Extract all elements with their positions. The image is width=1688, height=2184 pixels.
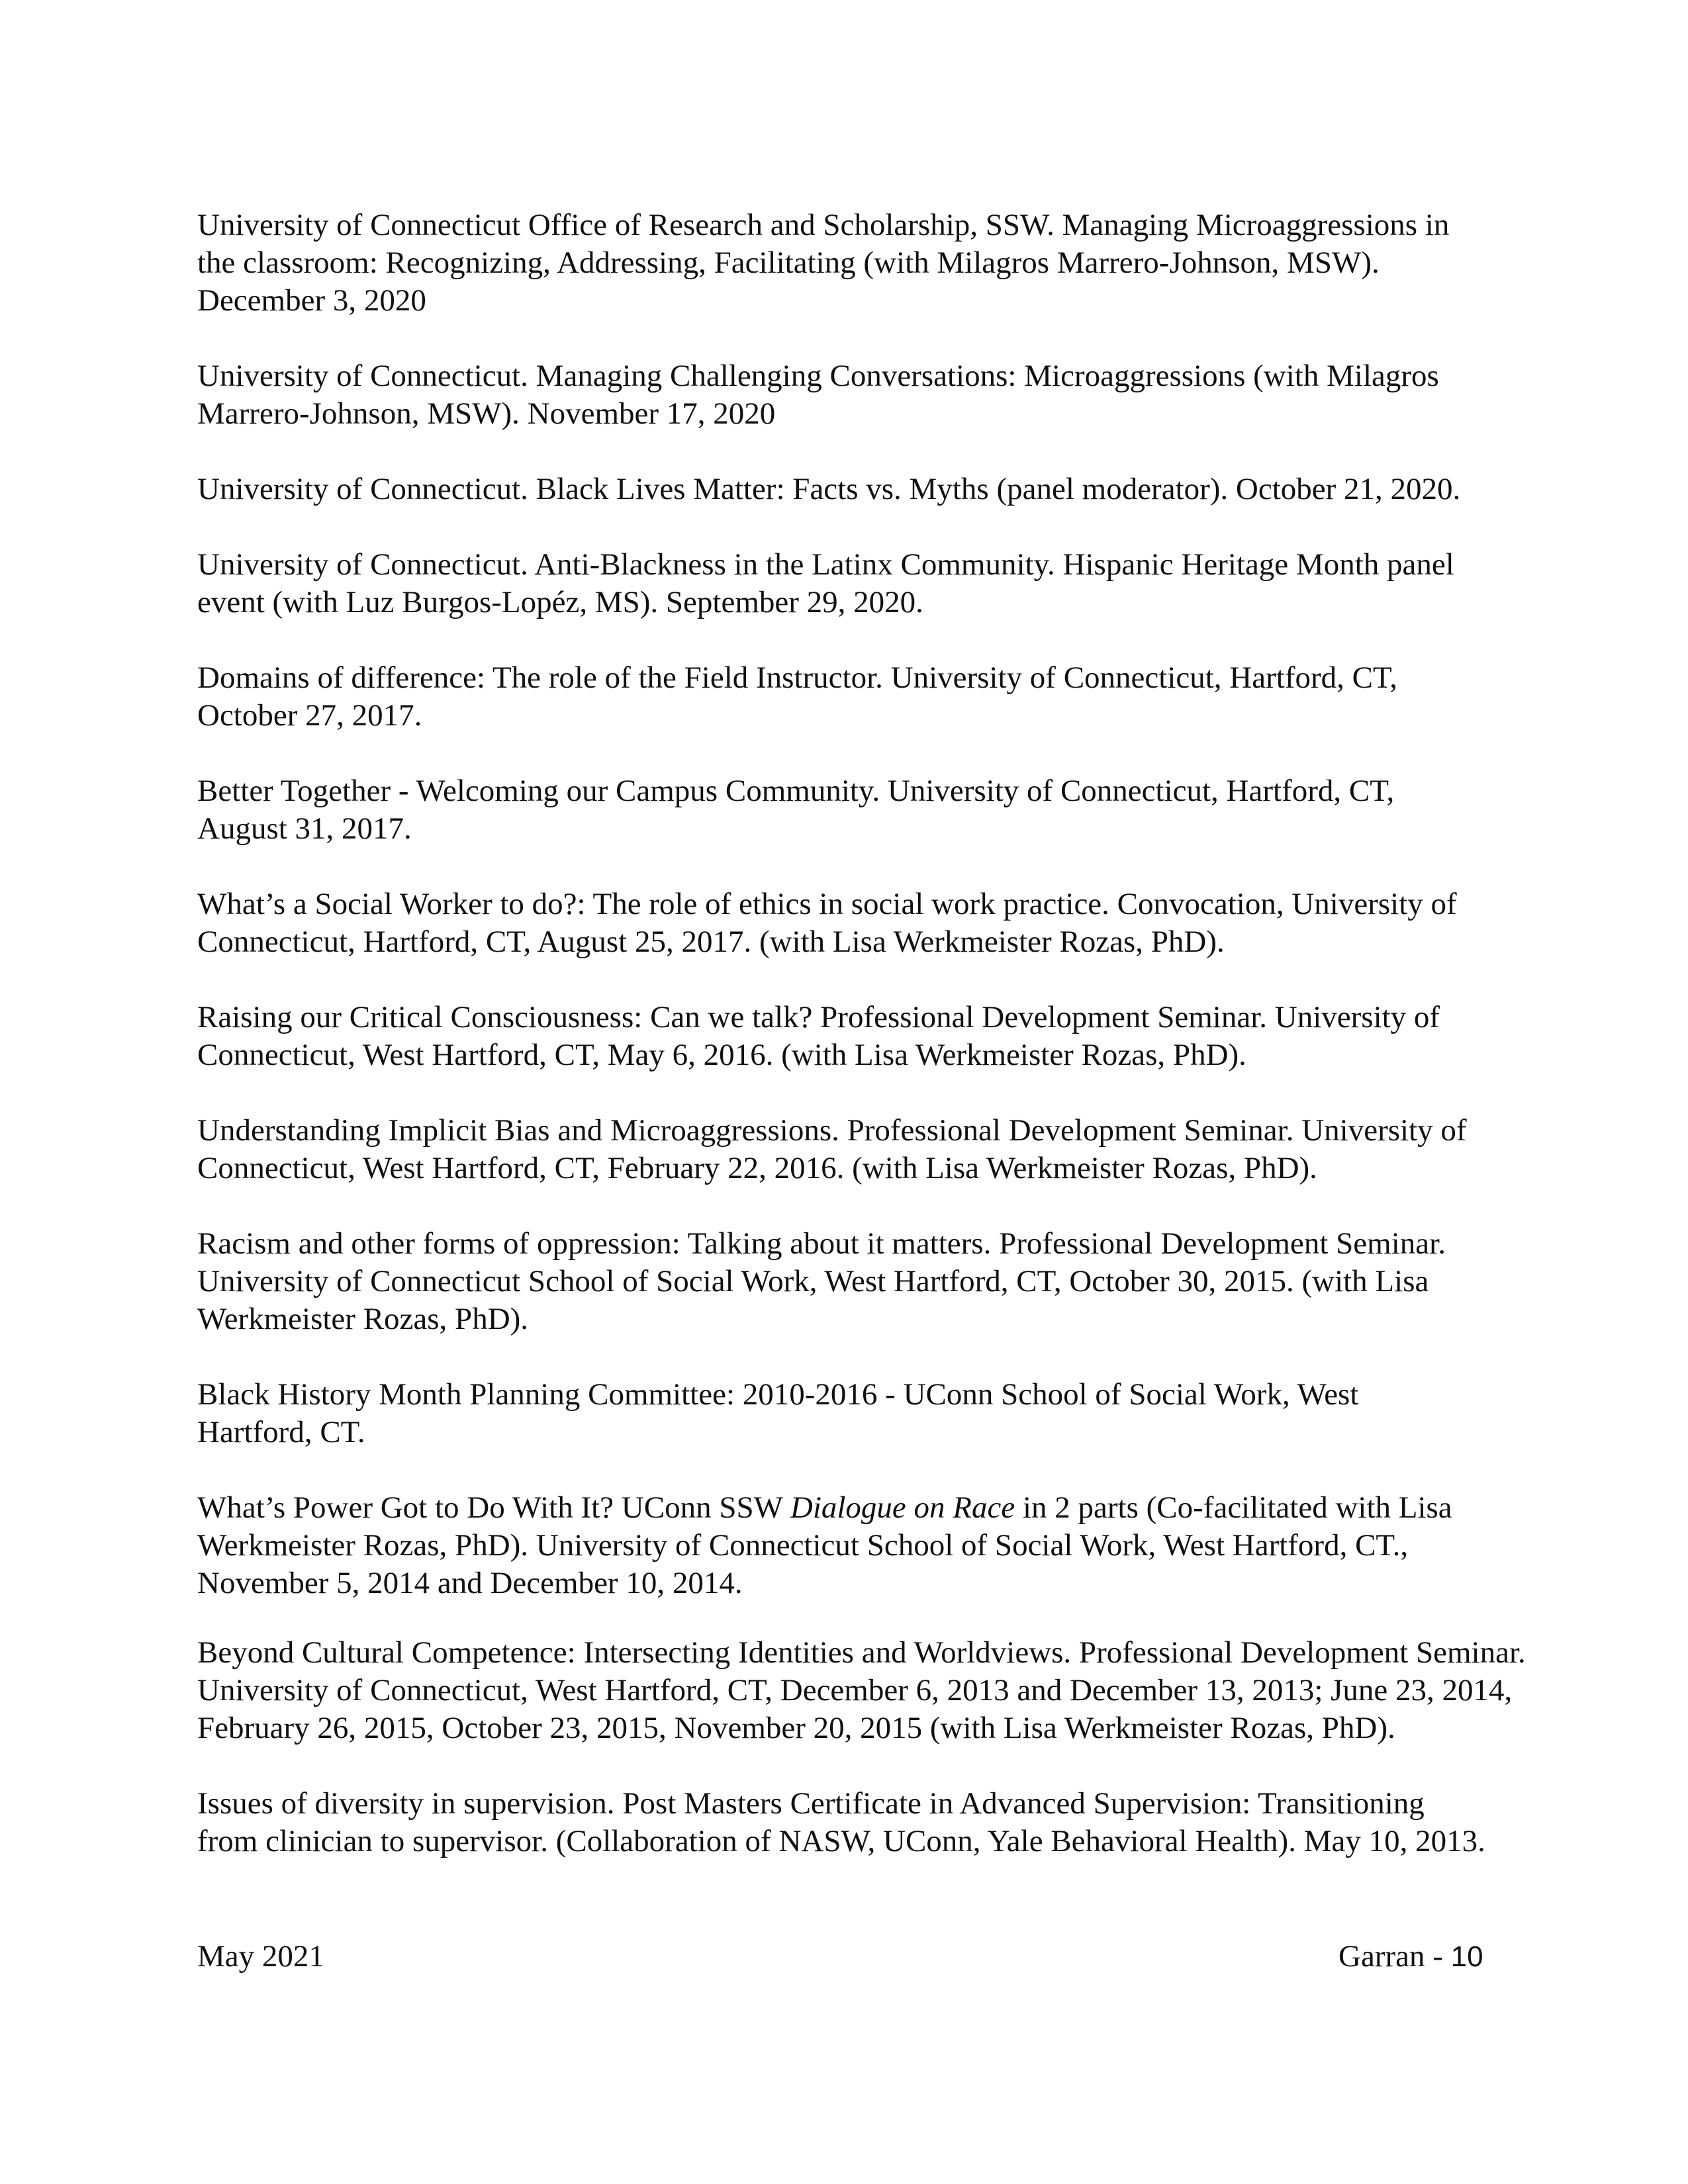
entry-line: Werkmeister Rozas, PhD). University of Connecticut School of Social Work, West Hartford, CT., (197, 1528, 1409, 1563)
entry-line: University of Connecticut. Black Lives Matter: Facts vs. Myths (panel moderator). October 21, 2020. (197, 472, 1461, 506)
entry-line: Better Together - Welcoming our Campus Community. University of Connecticut, Hartford, CT, (197, 774, 1395, 808)
footer-page-label (1338, 1938, 1483, 1976)
entry-line: University of Connecticut, West Hartford, CT, December 6, 2013 and December 13, 2013; June 23, 2014, (197, 1673, 1513, 1707)
entry-line: Racism and other forms of oppression: Talking about it matters. Professional Development Seminar. (197, 1226, 1446, 1261)
presentations-list (197, 206, 1627, 1898)
entry-line: the classroom: Recognizing, Addressing, Facilitating (with Milagros Marrero-Johnson, MSW). (197, 246, 1380, 280)
entry-line: Connecticut, West Hartford, CT, February 22, 2016. (with Lisa Werkmeister Rozas, PhD). (197, 1151, 1317, 1185)
entry-line: Issues of diversity in supervision. Post Masters Certificate in Advanced Supervision: Transitioning (197, 1786, 1425, 1821)
list-item (197, 206, 1627, 320)
entry-line: University of Connecticut. Anti-Blackness in the Latinx Community. Hispanic Heritage Month panel (197, 547, 1454, 582)
entry-line: from clinician to supervisor. (Collaboration of NASW, UConn, Yale Behavioral Health). May 10, 2013. (197, 1824, 1485, 1858)
entry-line: What’s a Social Worker to do?: The role of ethics in social work practice. Convocation, University of (197, 887, 1457, 921)
entry-line: Connecticut, West Hartford, CT, May 6, 2016. (with Lisa Werkmeister Rozas, PhD). (197, 1038, 1246, 1072)
entry-line: Beyond Cultural Competence: Intersecting Identities and Worldviews. Professional Development Seminar. (197, 1635, 1526, 1670)
entry-line: University of Connecticut. Managing Challenging Conversations: Microaggressions (with Milagros (197, 359, 1439, 393)
entry-line: event (with Luz Burgos-Lopéz, MS). September 29, 2020. (197, 585, 923, 619)
entry-line: Understanding Implicit Bias and Microaggressions. Professional Development Seminar. University of (197, 1113, 1467, 1148)
entry-text: What’s Power Got to Do With It? UConn SSW (197, 1490, 790, 1525)
list-item (197, 772, 1627, 848)
footer-date: May 2021 (197, 1939, 324, 1974)
entry-line: November 5, 2014 and December 10, 2014. (197, 1566, 743, 1600)
list-item (197, 1785, 1627, 1860)
entry-line: Hartford, CT. (197, 1415, 365, 1449)
entry-line: Black History Month Planning Committee: 2010-2016 - UConn School of Social Work, West (197, 1377, 1359, 1412)
list-item (197, 659, 1627, 735)
list-item (197, 471, 1627, 508)
list-item (197, 1112, 1627, 1187)
italic-title: Dialogue on Race (790, 1490, 1015, 1525)
entry-line: Domains of difference: The role of the Field Instructor. University of Connecticut, Hartford, CT, (197, 660, 1397, 695)
page-number: 10 (1450, 1940, 1483, 1973)
entry-line: October 27, 2017. (197, 698, 422, 733)
list-item (197, 1376, 1627, 1451)
entry-line: University of Connecticut Office of Research and Scholarship, SSW. Managing Microaggressions in (197, 208, 1450, 242)
footer-author: Garran - (1338, 1939, 1451, 1974)
entry-line: December 3, 2020 (197, 283, 426, 318)
list-item (197, 999, 1627, 1074)
entry-line: August 31, 2017. (197, 811, 412, 846)
entry-line: February 26, 2015, October 23, 2015, November 20, 2015 (with Lisa Werkmeister Rozas, PhD). (197, 1711, 1395, 1745)
entry-line: Werkmeister Rozas, PhD). (197, 1302, 529, 1336)
list-item (197, 1225, 1627, 1338)
list-item (197, 1489, 1627, 1602)
entry-line: University of Connecticut School of Social Work, West Hartford, CT, October 30, 2015. (with Lisa (197, 1264, 1429, 1298)
list-item (197, 886, 1627, 961)
list-item (197, 546, 1627, 621)
list-item (197, 1634, 1627, 1747)
entry-line (197, 1489, 1627, 1527)
entry-line: Connecticut, Hartford, CT, August 25, 2017. (with Lisa Werkmeister Rozas, PhD). (197, 925, 1225, 959)
entry-line: Marrero-Johnson, MSW). November 17, 2020 (197, 396, 776, 431)
list-item (197, 357, 1627, 433)
entry-line: Raising our Critical Consciousness: Can we talk? Professional Development Seminar. University of (197, 1000, 1440, 1034)
entry-text: in 2 parts (Co-facilitated with Lisa (1015, 1490, 1452, 1525)
